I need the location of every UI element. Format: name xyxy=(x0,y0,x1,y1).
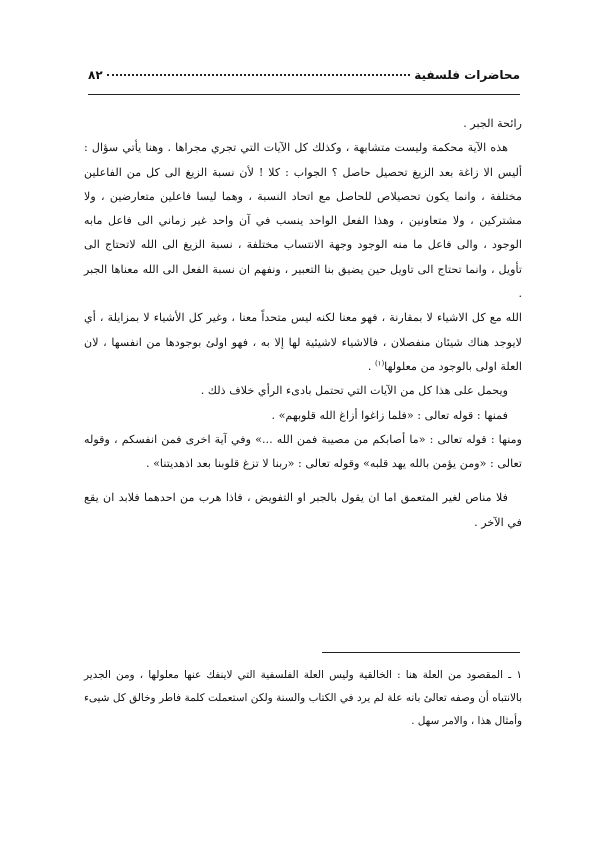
running-title: محاضرات فلسفية xyxy=(414,68,520,82)
paragraph-2: هذه الآية محكمة وليست متشابهة ، وكذلك كل الآيات التي تجري مجراها . وهنا يأتي سؤال : أليس الا زاغة بعد الزيغ تحصيل حاصل ؟ الجواب : كلا ! لأن نسبة الزيغ الى كل من الفاعلين مختلفة ، وانما يكون تحصيلاص للحاصل مع اتحاد النسبة ، وهما ليسا فاعلين متعارضين ، ولا مشتركين ، ولا متعاونين ، وهذا الفعل الواحد ينسب في آن واحد غير زماني الى فاعل مابه الوجود ، والى فاعل ما منه الوجود وجهة الانتساب مختلفة ، نسبة الزيغ الى الله لاتحتاج الى تأويل ، وانما تحتاج الى تاويل حين يضيق بنا التعبير ، ونفهم ان نسبة الفعل الى الله معناها الجبر . xyxy=(84,141,522,301)
paragraph-3-text: الله مع كل الاشياء لا بمقارنة ، فهو معنا لكنه ليس متحداً معنا ، وغير كل الأشياء لا بمزايلة ، أي لايوجد هناك شيئان منفصلان ، فالاشياء لاشيئية لها إلا به ، فهو اولئ بوجودها من انفسها ، لان العلة اولى بالوجود من معلولها xyxy=(84,311,522,373)
footnote-reference: (١) xyxy=(374,359,385,368)
dot-leader xyxy=(107,74,411,76)
header-divider xyxy=(88,94,520,95)
footnote-text: ١ ـ المقصود من العلة هنا : الخالقية وليس العلة الفلسفية التي لاينفك عنها معلولها ، ومن الجدير بالانتباه أن وصفه تعالئ بانه علة لم يرد في الكتاب والسنة ولكن استعملت كلمة فاطر وخالق كل شيىء وأمثال هذا ، والامر سهل . xyxy=(84,669,522,727)
paragraph-7: فلا مناص لغير المتعمق اما ان يقول بالجبر او التفويض ، فاذا هرب من احدهما فلابد ان يقع في الآخر . xyxy=(84,491,522,529)
paragraph-1: رائحة الجبر . xyxy=(463,117,522,130)
paragraph-4: ويحمل على هذا كل من الآيات التي تحتمل بادىء الرأي خلاف ذلك . xyxy=(200,384,508,398)
footnote-divider xyxy=(322,652,520,653)
paragraph-5: فمنها : قوله تعالى : «فلما زاغوا أزاغ الله قلوبهم» . xyxy=(271,408,508,422)
paragraph-3: الله مع كل الاشياء لا بمقارنة ، فهو معنا لكنه ليس متحداً معنا ، وغير كل الأشياء لا بمزايلة ، أي لايوجد هناك شيئان منفصلان ، فالاشياء لاشيئية لها إلا به ، فهو اولئ بوجودها من انفسها ، لان العلة اولى بالوجود من معلولها$^{(١)}$ . xyxy=(84,311,522,373)
page-number: ٨٢ xyxy=(88,68,103,82)
body-text xyxy=(84,112,522,535)
running-header xyxy=(88,68,520,90)
paragraph-6: ومنها : قوله تعالى : «ما أصابكم من مصيبة فمن الله ...» وفي آية اخرى فمن انفسكم ، وقوله تعالى : «ومن يؤمن بالله يهد قلبه» وقوله تعالى : «ربنا لا تزغ قلوبنا بعد اذهديتنا» . xyxy=(84,432,522,471)
